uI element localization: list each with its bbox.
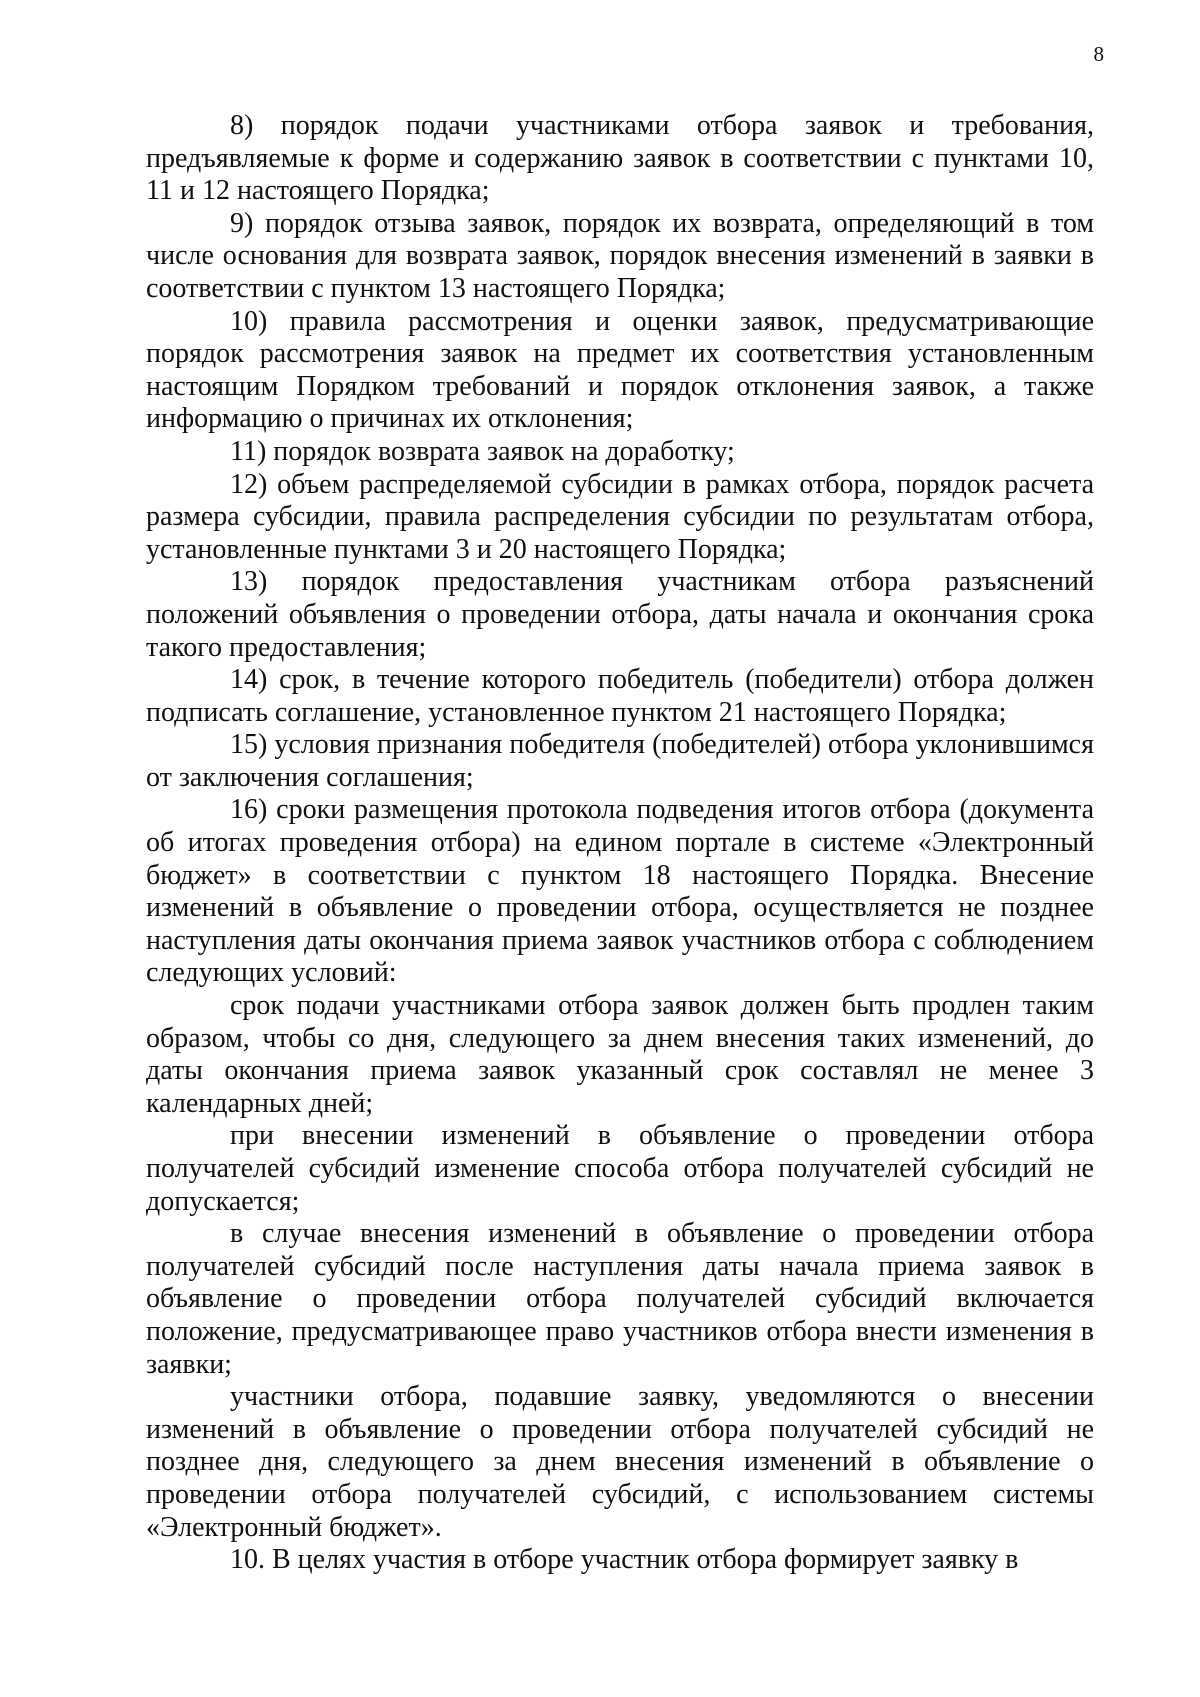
paragraph-item-13: 13) порядок предоставления участникам отбора разъяснений положений объявления о проведении отбора, даты начала и окончания срока такого предоставления; [146, 566, 1094, 663]
condition-paragraph-method-change: при внесении изменений в объявление о проведении отбора получателей субсидий изменение способа отбора получателей субсидий не допускается; [146, 1120, 1094, 1217]
paragraph-item-9: 9) порядок отзыва заявок, порядок их возврата, определяющий в том числе основания для возврата заявок, порядок внесения изменений в заявки в соответствии с пунктом 13 настоящего Порядка; [146, 207, 1094, 304]
paragraph-item-10: 10) правила рассмотрения и оценки заявок, предусматривающие порядок рассмотрения заявок на предмет их соответствия установленным настоящим Порядком требований и порядок отклонения заявок, а также информацию о причинах их отклонения; [146, 305, 1094, 435]
paragraph-item-11: 11) порядок возврата заявок на доработку; [230, 435, 735, 467]
page-number: 8 [1093, 42, 1104, 66]
section-paragraph-10: 10. В целях участия в отборе участник отбора формирует заявку в [230, 1544, 1019, 1576]
paragraph-item-14: 14) срок, в течение которого победитель (победители) отбора должен подписать соглашение, установленное пунктом 21 настоящего Порядка; [146, 664, 1094, 728]
paragraph-item-16: 16) сроки размещения протокола подведения итогов отбора (документа об итогах проведения отбора) на едином портале в системе «Электронный бюджет» в соответствии с пунктом 18 настоящего Порядка. Внесение изменений в объявление о проведении отбора, осуществляется не позднее наступления даты окончания приема заявок участников отбора с соблюдением следующих условий: [146, 794, 1094, 989]
condition-paragraph-notification: участники отбора, подавшие заявку, уведомляются о внесении изменений в объявление о проведении отбора получателей субсидий не позднее дня, следующего за днем внесения изменений в объявление о проведении отбора получателей субсидий, с использованием системы «Электронный бюджет». [146, 1381, 1094, 1543]
condition-paragraph-right-to-amend: в случае внесения изменений в объявление о проведении отбора получателей субсидий после наступления даты начала приема заявок в объявление о проведении отбора получателей субсидий включается положение, предусматривающее право участников отбора внести изменения в заявки; [146, 1218, 1094, 1380]
condition-paragraph-deadline-extension: срок подачи участниками отбора заявок должен быть продлен таким образом, чтобы со дня, следующего за днем внесения таких изменений, до даты окончания приема заявок указанный срок составлял не менее 3 календарных дней; [146, 990, 1094, 1119]
paragraph-item-15: 15) условия признания победителя (победителей) отбора уклонившимся от заключения соглашения; [146, 729, 1094, 793]
document-body [146, 110, 1094, 1577]
paragraph-item-8: 8) порядок подачи участниками отбора заявок и требования, предъявляемые к форме и содержанию заявок в соответствии с пунктами 10, 11 и 12 настоящего Порядка; [146, 110, 1094, 207]
paragraph-item-12: 12) объем распределяемой субсидии в рамках отбора, порядок расчета размера субсидии, правила распределения субсидии по результатам отбора, установленные пунктами 3 и 20 настоящего Порядка; [146, 468, 1094, 565]
